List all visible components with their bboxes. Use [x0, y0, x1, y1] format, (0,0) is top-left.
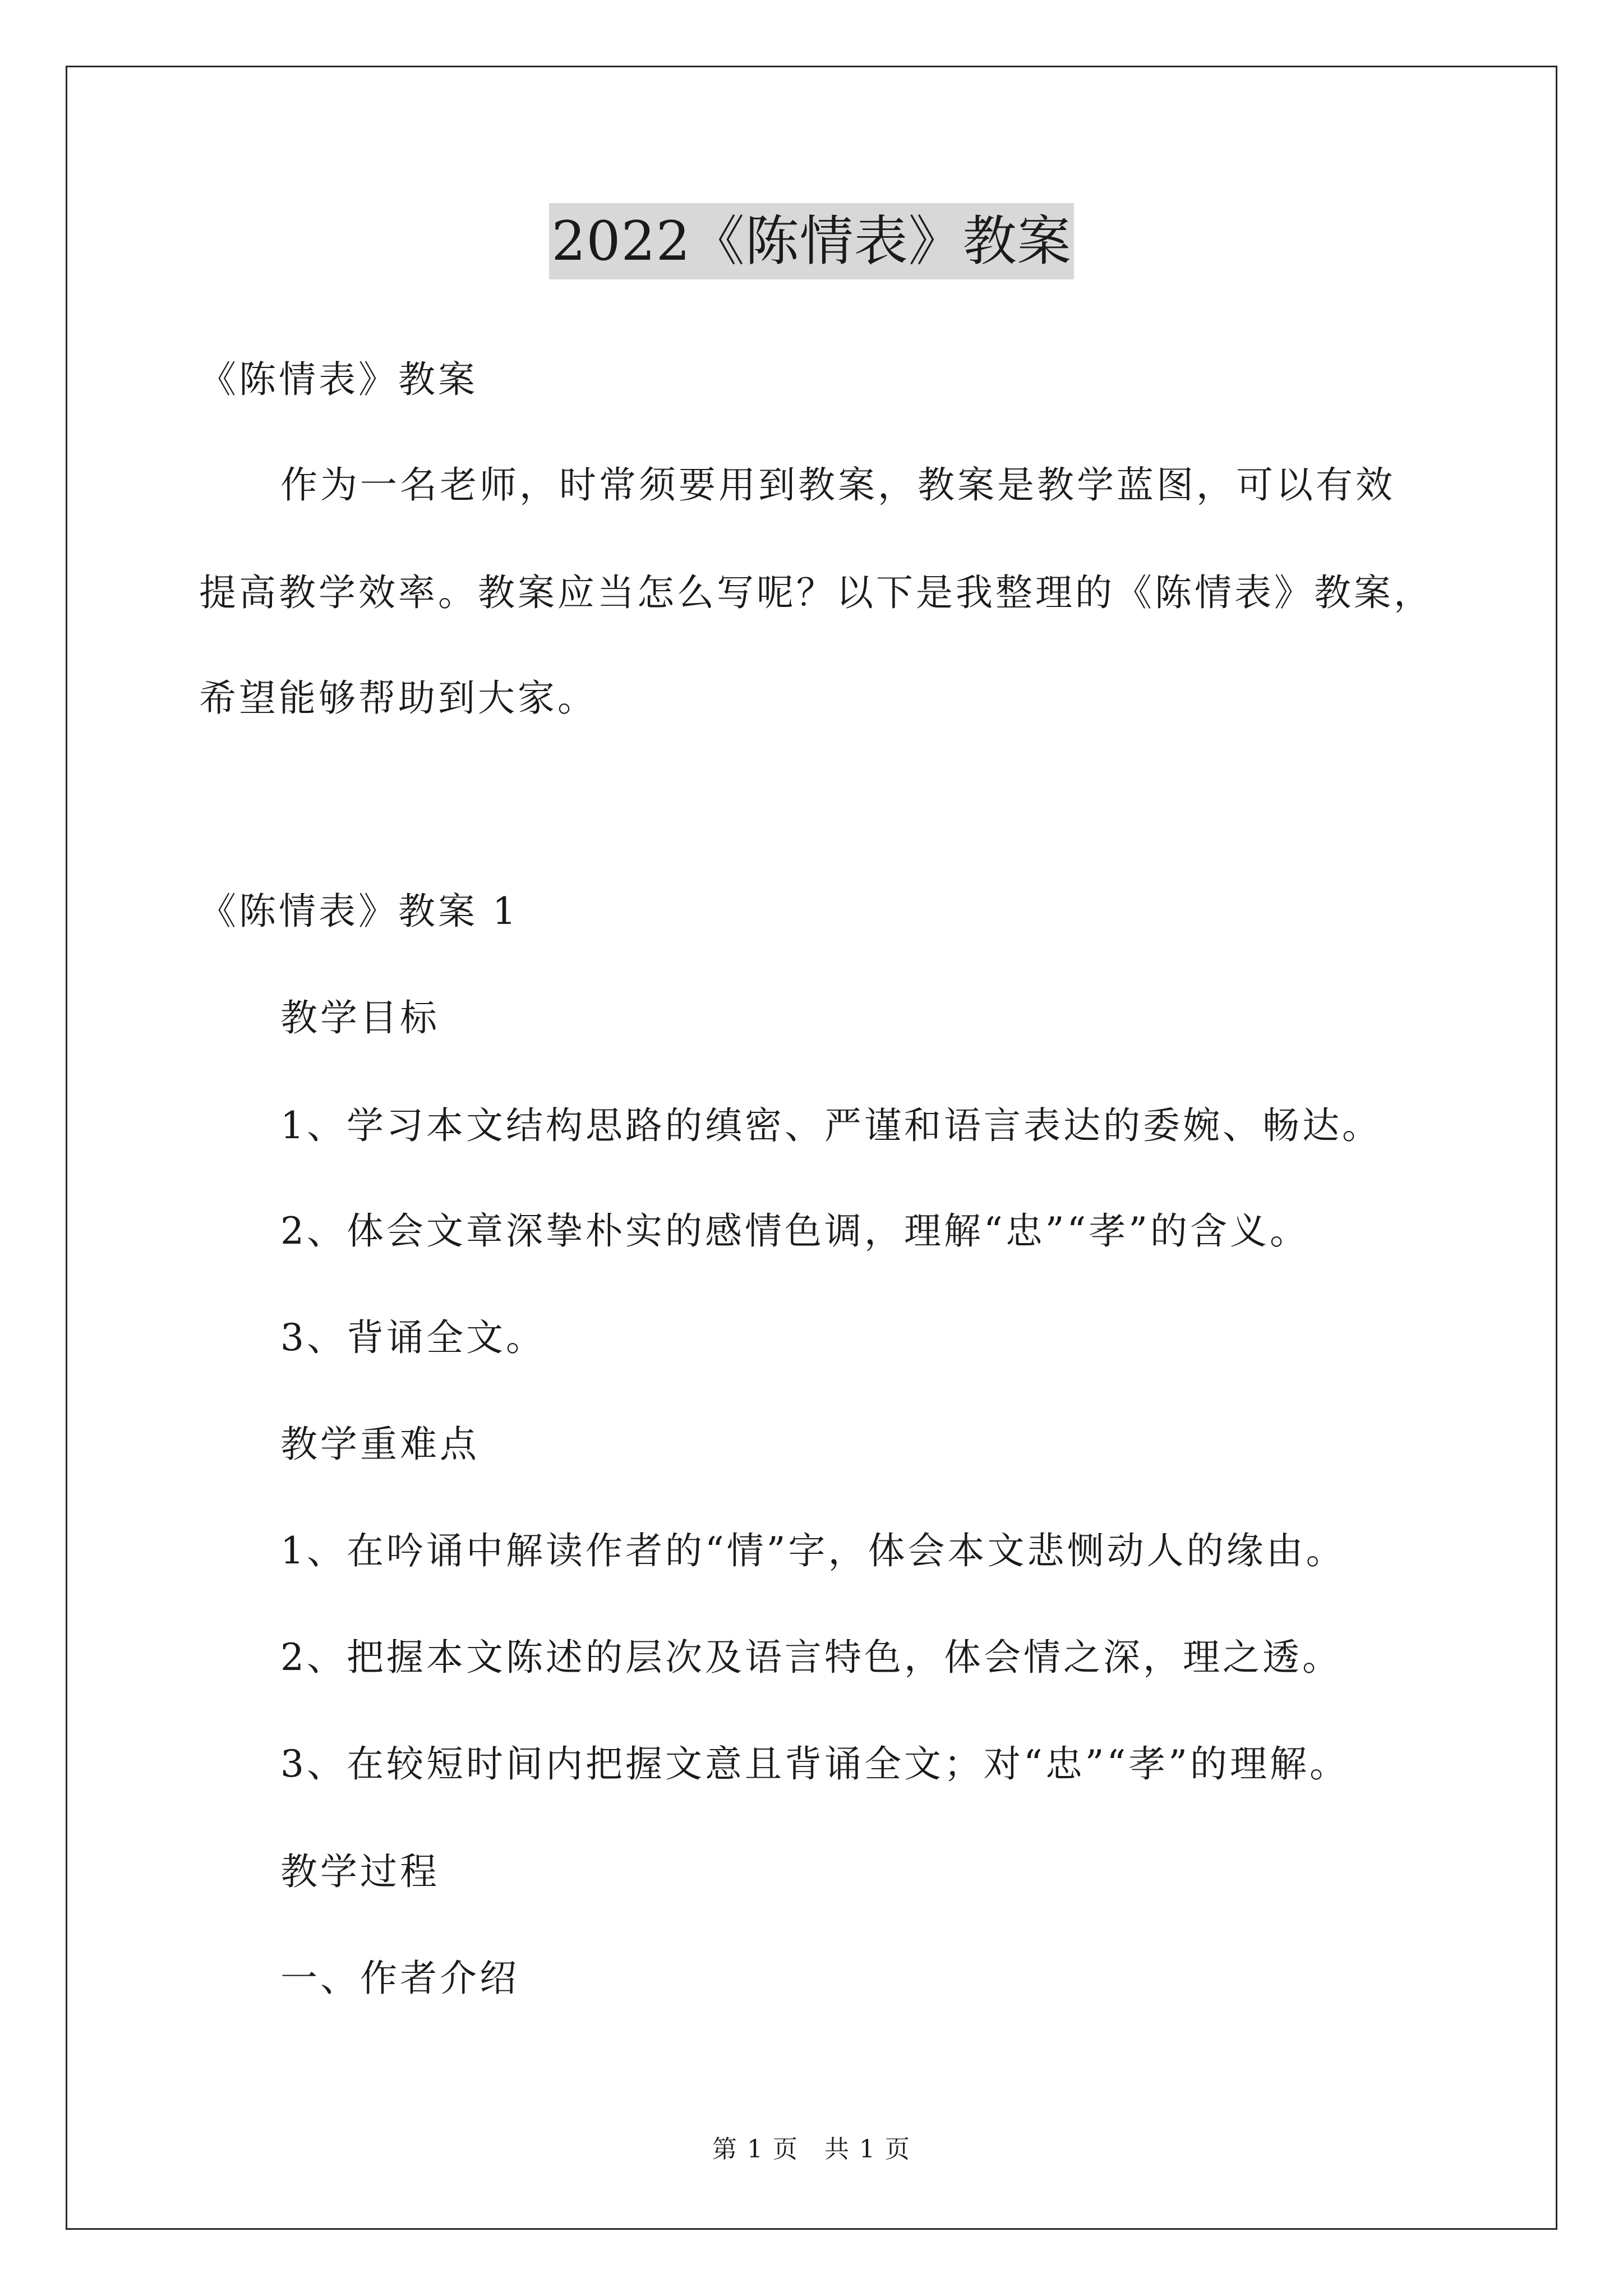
- intro-line-2: 提高教学效率。教案应当怎么写呢？以下是我整理的《陈情表》教案，: [199, 571, 1433, 614]
- objective-item-3: 3、背诵全文。: [280, 1316, 546, 1359]
- intro-line-3: 希望能够帮助到大家。: [199, 677, 597, 720]
- page-footer: 第 1 页 共 1 页: [712, 2135, 911, 2164]
- process-heading: 教学过程: [280, 1850, 440, 1893]
- key-point-item-3: 3、在较短时间内把握文意且背诵全文；对“忠”“孝”的理解。: [280, 1742, 1349, 1786]
- process-item-1: 一、作者介绍: [280, 1957, 519, 2000]
- section-heading: 《陈情表》教案 1: [199, 890, 519, 933]
- objectives-heading: 教学目标: [280, 996, 440, 1039]
- key-point-item-2: 2、把握本文陈述的层次及语言特色，体会情之深，理之透。: [280, 1636, 1342, 1679]
- title-container: [0, 203, 1623, 279]
- key-points-heading: 教学重难点: [280, 1423, 479, 1466]
- subtitle-line: 《陈情表》教案: [199, 358, 478, 401]
- objective-item-2: 2、体会文章深挚朴实的感情色调，理解“忠”“孝”的含义。: [280, 1209, 1310, 1253]
- document-title: 2022《陈情表》教案: [549, 203, 1073, 279]
- objective-item-1: 1、学习本文结构思路的缜密、严谨和语言表达的委婉、畅达。: [280, 1104, 1382, 1147]
- intro-line-1: 作为一名老师，时常须要用到教案，教案是教学蓝图，可以有效: [280, 463, 1395, 507]
- key-point-item-1: 1、在吟诵中解读作者的“情”字，体会本文悲恻动人的缘由。: [280, 1529, 1346, 1572]
